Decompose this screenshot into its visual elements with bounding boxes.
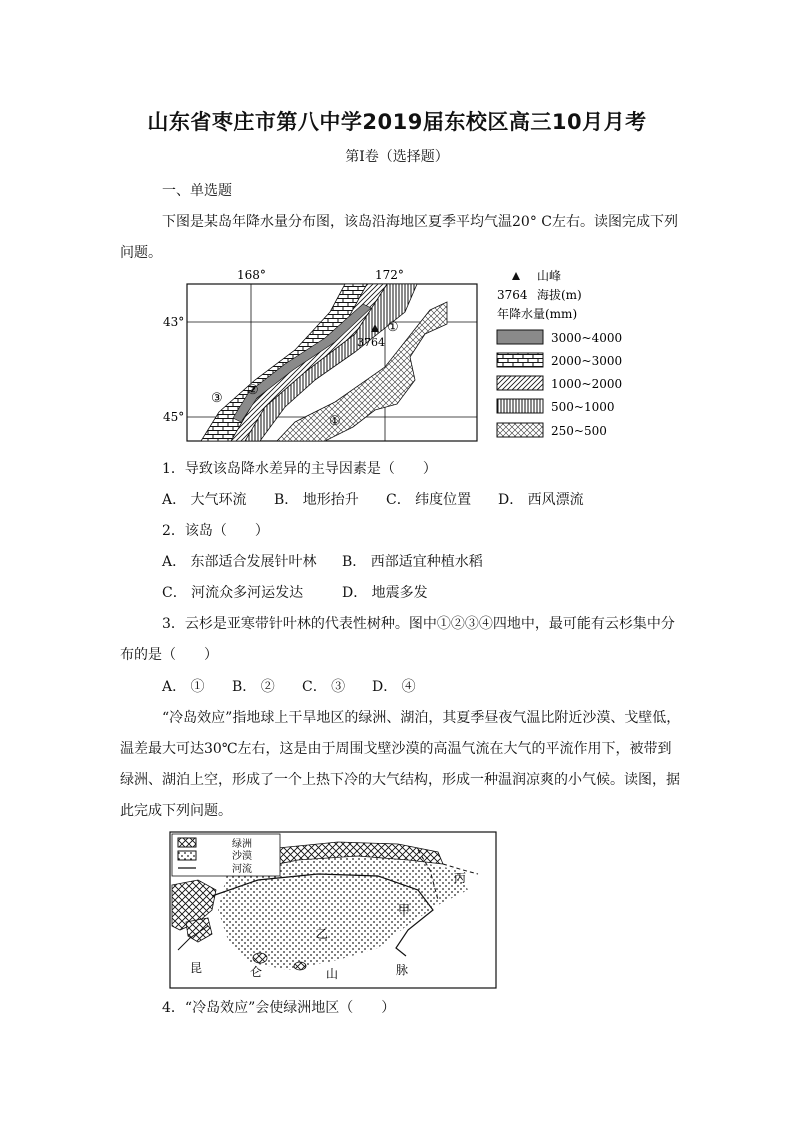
- q1-option-d[interactable]: D． 西风漂流: [498, 492, 584, 508]
- intro2-line1: “冷岛效应”指地球上干旱地区的绿洲、湖泊，其夏季昼夜气温比附近沙漠、戈壁低，: [162, 710, 681, 726]
- lon-label-168: 168°: [237, 268, 266, 282]
- legend-item-2: 2000~3000: [551, 354, 623, 368]
- q3-option-d[interactable]: D． ④: [372, 679, 416, 695]
- q3-line2: 布的是（ ）: [120, 647, 218, 663]
- q1-option-c[interactable]: C． 纬度位置: [386, 492, 472, 508]
- legend-river: 河流: [232, 864, 252, 875]
- q3-option-a[interactable]: A． ①: [162, 679, 205, 695]
- intro1-line2: 问题。: [120, 245, 162, 261]
- label-bing: 丙: [454, 871, 467, 885]
- section-subtitle: 第I卷（选择题）: [345, 149, 449, 165]
- q2-option-d[interactable]: D． 地震多发: [342, 585, 428, 601]
- legend-oasis: 绿洲: [232, 839, 252, 850]
- marker-2: ②: [247, 383, 259, 398]
- q4-stem: 4．“冷岛效应”会使绿洲地区（ ）: [162, 1000, 396, 1016]
- legend-peak-label: 山峰: [537, 269, 562, 283]
- legend-rain-title: 年降水量(mm): [497, 307, 578, 321]
- map1-legend: [497, 269, 622, 438]
- peak-elevation: 3764: [357, 336, 385, 349]
- q2-option-a[interactable]: A． 东部适合发展针叶林: [162, 554, 317, 570]
- legend-desert: 沙漠: [232, 851, 252, 862]
- q3-option-b[interactable]: B． ②: [232, 679, 275, 695]
- intro2-line3: 绿洲、湖泊上空，形成了一个上热下冷的大气结构，形成一种温润凉爽的小气候。读图，据: [120, 772, 680, 788]
- lat-label-45: 45°: [163, 410, 185, 424]
- legend-item-1: 3000~4000: [551, 331, 623, 345]
- q3-line1: 3．云杉是亚寒带针叶林的代表性树种。图中①②③④四地中，最可能有云杉集中分: [162, 616, 675, 632]
- label-mai: 脉: [396, 963, 409, 977]
- intro2-line2: 温差最大可达30℃左右，这是由于周围戈壁沙漠的高温气流在大气的平流作用下，被带到: [120, 741, 672, 757]
- q1-options: [162, 489, 584, 509]
- q2-options-row1: [162, 551, 483, 571]
- legend-peak-icon: [512, 272, 520, 280]
- label-jia: 甲: [398, 903, 411, 917]
- legend-elev-label: 海拔(m): [537, 288, 582, 302]
- legend-item-4: 500~1000: [551, 400, 615, 414]
- island-rainfall-map: [163, 262, 625, 447]
- oasis-desert-map: [168, 830, 498, 990]
- intro2-line4: 此完成下列问题。: [120, 803, 232, 819]
- legend-elev-sample: 3764: [497, 288, 528, 302]
- label-lun: 仑: [250, 965, 263, 979]
- marker-3: ③: [211, 391, 223, 406]
- q2-option-c[interactable]: C． 河流众多河运发达: [162, 585, 304, 601]
- page-title: 山东省枣庄市第八中学2019届东校区高三10月月考: [147, 110, 647, 134]
- q1-stem: 1．导致该岛降水差异的主导因素是（ ）: [162, 461, 437, 477]
- map2-legend: [172, 834, 280, 876]
- lon-label-172: 172°: [375, 268, 404, 282]
- label-kun: 昆: [190, 961, 203, 975]
- q1-option-a[interactable]: A． 大气环流: [162, 492, 247, 508]
- marker-1-east: ①: [387, 320, 399, 335]
- intro1-line1: 下图是某岛年降水量分布图，该岛沿海地区夏季平均气温20° C左右。读图完成下列: [162, 214, 678, 230]
- marker-1-south: ①: [329, 414, 341, 429]
- q2-option-b[interactable]: B． 西部适宜种植水稻: [342, 554, 483, 570]
- label-yi: 乙: [316, 927, 329, 941]
- q1-option-b[interactable]: B． 地形抬升: [274, 492, 359, 508]
- lat-label-43: 43°: [163, 315, 185, 329]
- q3-options: [162, 676, 416, 696]
- legend-item-3: 1000~2000: [551, 377, 623, 391]
- label-shan: 山: [326, 967, 339, 981]
- legend-item-5: 250~500: [551, 424, 607, 438]
- q2-options-row2: [162, 582, 428, 602]
- oasis-small-2: [294, 962, 306, 970]
- q3-option-c[interactable]: C． ③: [302, 679, 346, 695]
- oasis-small-1: [253, 953, 267, 963]
- q2-stem: 2．该岛（ ）: [162, 523, 269, 539]
- section-heading: 一、单选题: [162, 183, 232, 199]
